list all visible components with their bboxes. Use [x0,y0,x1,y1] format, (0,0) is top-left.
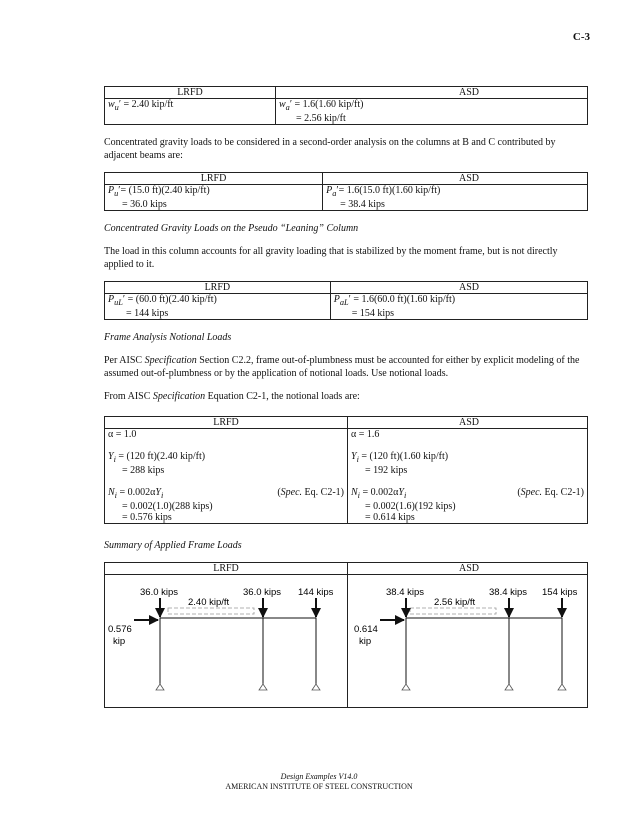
cap: C [350,782,357,791]
n-equation [108,487,344,501]
table-concentrated-loads [104,172,588,211]
subscript: i [403,491,407,500]
distributed-load-label: 2.56 kip/ft [434,597,476,608]
frame-load-diagrams [104,584,588,706]
paragraph-out-of-plumbness [104,354,585,380]
subscript: u [114,189,119,198]
table-leaning-column-loads [104,281,588,320]
equation-result: = 144 kips [126,308,169,319]
footer-title: Design Examples V14.0 [280,772,358,781]
equation-result: = 0.614 kips [365,512,415,523]
text: Equation C2-1, the notional loads are: [205,391,360,402]
equation: = 0.002α [117,487,156,498]
point-load-label: 144 kips [298,587,334,598]
equation: = (120 ft)(2.40 kip/ft) [115,451,206,462]
cap: S [325,782,330,791]
footer-publisher [0,782,638,792]
symbol: w [278,99,286,110]
paren: ( [277,487,281,498]
table-distributed-load [104,86,588,125]
equation-result: = 36.0 kips [122,199,167,210]
equation-result: = 154 kips [351,308,395,319]
subscript: i [113,455,116,464]
paragraph-equation-reference [104,390,585,403]
equation: = 1.6(1.60 kip/ft) [292,99,364,110]
spec-italic: Spec. [280,487,303,498]
table-notional-loads [104,416,588,524]
text-italic: Specification [152,391,206,402]
subscript: i [356,455,359,464]
symbol: P [333,294,340,305]
symbol: P [108,294,115,305]
symbol: Y [351,451,357,462]
smallcaps: TEEL [329,782,351,791]
cap: A [225,782,232,791]
equation-result: = 192 kips [365,465,408,476]
heading-notional-loads: Frame Analysis Notional Loads [104,332,232,343]
asd-frame [354,587,578,690]
lrfd-cell [105,99,276,125]
paragraph-leaning-column: The load in this column accounts for all gravity loading that is stabilized by the moment frame, but is not directly applied to it. [104,246,558,270]
pin-support-icon [156,684,164,690]
lrfd-header: LRFD [105,173,323,185]
symbol: N [351,487,358,498]
asd-header: ASD [348,563,588,575]
text-italic: Specification [144,355,197,366]
text: Section C2.2, frame out-of-plumbness must be accounted for either by explicit modeling of the assumed out-of-plumbness or by the application of notional loads. Use notional loads. [104,355,580,379]
distributed-load-block [168,608,254,614]
subscript: u [114,103,119,112]
notional-load-unit: kip [113,636,126,647]
asd-header: ASD [275,87,587,99]
lrfd-frame [108,587,334,690]
asd-cell [330,294,587,320]
prime: ′ [118,99,122,110]
equation-step: = 0.002(1.0)(288 kips) [122,501,213,512]
notional-load-value: 0.614 [354,624,378,635]
equation: ′ = 1.6(60.0 ft)(1.60 kip/ft) [348,294,456,305]
lrfd-cell [105,429,348,524]
pin-support-icon [312,684,320,690]
lrfd-cell [105,185,323,211]
smallcaps: NSTITUTE OF [272,782,326,791]
lrfd-header: LRFD [105,563,348,575]
eq-ref: Eq. C2-1) [302,487,344,498]
symbol: Y [155,487,161,498]
equation-step: = 0.002(1.6)(192 kips) [365,501,456,512]
prime: ′ [289,99,292,110]
alpha-value: α = 1.0 [108,429,137,440]
equation: ′ = (60.0 ft)(2.40 kip/ft) [122,294,217,305]
symbol: w [108,99,115,110]
equation: = 2.40 kip/ft [121,99,174,110]
subscript: aL [339,298,349,307]
spec-italic: Spec. [520,487,543,498]
equation-result: = 0.576 kips [122,512,172,523]
cap: I [270,782,273,791]
eq-ref: Eq. C2-1) [542,487,584,498]
distributed-load-label: 2.40 kip/ft [188,597,230,608]
equation-result: = 2.56 kip/ft [295,113,346,124]
pin-support-icon [402,684,410,690]
text: From AISC [104,391,153,402]
point-load-label: 38.4 kips [386,587,425,598]
subscript: a [332,189,337,198]
equation: = 0.002α [360,487,399,498]
distributed-load-block [410,608,496,614]
subscript: uL [114,298,123,307]
symbol: N [108,487,115,498]
subscript: i [357,491,360,500]
y-equation [351,451,584,465]
symbol: Y [398,487,404,498]
lrfd-header: LRFD [105,417,348,429]
lrfd-header: LRFD [105,282,331,294]
equation: ′= (15.0 ft)(2.40 kip/ft) [118,185,210,196]
y-equation [108,451,344,465]
alpha-value: α = 1.6 [351,429,380,440]
lrfd-header: LRFD [105,87,276,99]
symbol: P [326,185,333,196]
subscript: i [114,491,117,500]
equation: ′= 1.6(15.0 ft)(1.60 kip/ft) [336,185,441,196]
paren: ( [517,487,521,498]
spec-reference [517,487,584,501]
asd-cell [275,99,587,125]
equation-result: = 288 kips [122,465,165,476]
symbol: P [108,185,115,196]
pin-support-icon [259,684,267,690]
point-load-label: 154 kips [542,587,578,598]
subscript: a [285,103,290,112]
lrfd-cell [105,294,331,320]
point-load-label: 36.0 kips [140,587,179,598]
paragraph-gravity-loads: Concentrated gravity loads to be considered in a second-order analysis on the columns at B and C contributed by adjacent beams are: [104,137,556,161]
asd-header: ASD [323,173,588,185]
smallcaps: MERICAN [231,782,271,791]
symbol: Y [108,451,114,462]
heading-summary-frame-loads: Summary of Applied Frame Loads [104,540,242,551]
asd-cell [348,429,588,524]
smallcaps: ONSTRUCTION [356,782,413,791]
asd-cell [323,185,588,211]
notional-load-unit: kip [359,636,372,647]
text: Per AISC [104,355,145,366]
point-load-label: 38.4 kips [489,587,528,598]
notional-load-value: 0.576 [108,624,132,635]
equation-result: = 38.4 kips [340,199,385,210]
asd-header: ASD [330,282,587,294]
pin-support-icon [558,684,566,690]
asd-header: ASD [348,417,588,429]
pin-support-icon [505,684,513,690]
equation: = (120 ft)(1.60 kip/ft) [358,451,449,462]
page-number: C-3 [572,31,590,43]
spec-reference [277,487,344,501]
point-load-label: 36.0 kips [243,587,282,598]
n-equation [351,487,584,501]
subscript: i [160,491,164,500]
heading-leaning-column: Concentrated Gravity Loads on the Pseudo “Leaning” Column [104,223,359,234]
